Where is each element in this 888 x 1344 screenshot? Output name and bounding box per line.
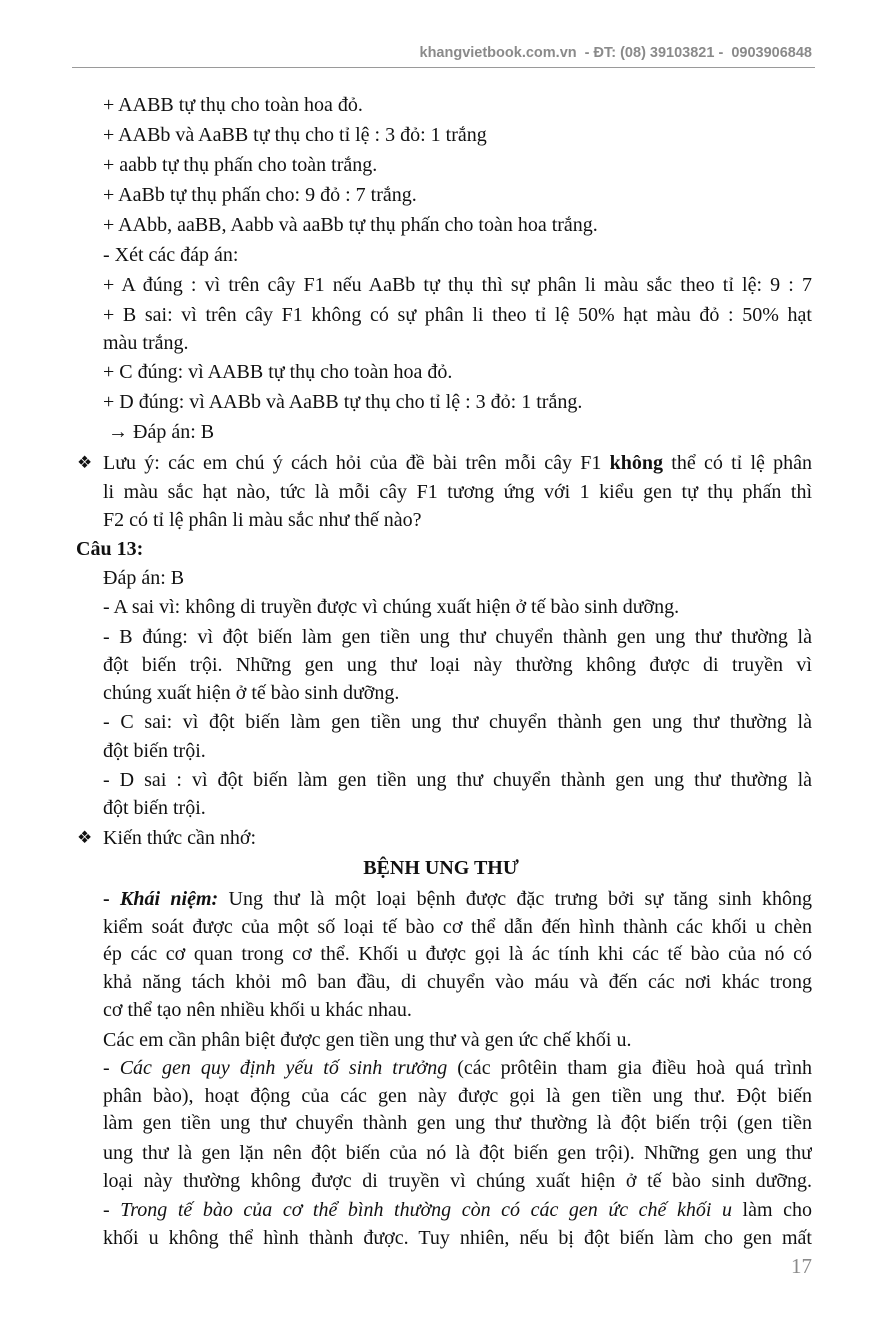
text-segment: + A đúng : vì trên cây F1 nếu AaBb tự thụ thì sự phân li màu sắc theo tỉ lệ: 9 : 7 <box>103 274 812 296</box>
text-segment: khả năng tách khỏi mô ban đầu, di chuyển vào máu và đến các nơi khác trong <box>103 971 812 993</box>
text-segment: loại này thường không được di truyền vì chúng xuất hiện ở tế bào sinh dưỡng. <box>103 1170 812 1192</box>
text-segment: đột biến trội. <box>103 797 206 819</box>
text-line <box>103 1026 632 1054</box>
text-line <box>103 478 812 506</box>
text-segment: + AAbb, aaBB, Aabb và aaBb tự thụ phấn cho toàn hoa trắng. <box>103 214 598 236</box>
text-segment: BỆNH UNG THƯ <box>363 857 519 879</box>
text-segment: + AABB tự thụ cho toàn hoa đỏ. <box>103 94 363 116</box>
text-line <box>103 1139 812 1167</box>
section-title <box>0 854 885 882</box>
text-line <box>103 708 812 736</box>
text-segment: đột biến trội. <box>103 740 206 762</box>
text-segment: - Xét các đáp án: <box>103 244 239 266</box>
text-line <box>103 885 812 913</box>
text-segment: cơ thể tạo nên nhiều khối u khác nhau. <box>103 999 412 1021</box>
text-segment: + AABb và AaBB tự thụ cho tỉ lệ : 3 đỏ: 1 trắng <box>103 124 487 146</box>
text-line <box>103 968 812 996</box>
text-line <box>103 564 184 592</box>
text-line <box>103 1082 812 1110</box>
text-line <box>103 940 812 968</box>
text-segment: - B đúng: vì đột biến làm gen tiền ung thư chuyển thành gen ung thư thường là <box>103 626 812 648</box>
text-segment: Các em cần phân biệt được gen tiền ung thư và gen ức chế khối u. <box>103 1029 632 1051</box>
text-line <box>108 418 214 446</box>
text-segment: → Đáp án: B <box>108 421 215 443</box>
text-line <box>103 506 422 534</box>
text-segment: - <box>103 1199 121 1221</box>
text-segment: li màu sắc hạt nào, tức là mỗi cây F1 tương ứng với 1 kiểu gen tự thụ phấn thì <box>103 481 812 503</box>
text-line <box>103 913 812 941</box>
header-divider <box>72 67 815 68</box>
text-line <box>103 358 452 386</box>
text-line <box>103 449 812 477</box>
question-heading <box>76 535 143 563</box>
page-number: 17 <box>791 1254 812 1278</box>
text-line <box>103 824 256 852</box>
diamond-bullet-icon: ❖ <box>77 828 93 847</box>
text-segment: làm cho <box>732 1199 812 1221</box>
text-line <box>103 593 679 621</box>
text-segment: - D sai : vì đột biến làm gen tiền ung thư chuyển thành gen ung thư thường là <box>103 769 812 791</box>
text-line <box>103 388 582 416</box>
text-segment: phân bào), hoạt động của các gen này được gọi là gen tiền ung thư. Đột biến <box>103 1085 812 1107</box>
text-segment: thể có tỉ lệ phân <box>663 452 812 474</box>
text-segment: Các gen quy định yếu tố sinh trưởng <box>119 1057 448 1079</box>
text-segment: + D đúng: vì AABb và AaBB tự thụ cho tỉ lệ : 3 đỏ: 1 trắng. <box>103 391 583 413</box>
diamond-bullet-icon: ❖ <box>77 453 93 472</box>
text-line <box>103 1196 812 1224</box>
text-segment: F2 có tỉ lệ phân li màu sắc như thế nào? <box>103 509 422 531</box>
text-segment: không <box>609 452 664 474</box>
text-segment: - A sai vì: không di truyền được vì chúng xuất hiện ở tế bào sinh dưỡng. <box>103 596 680 618</box>
text-segment: + AaBb tự thụ phấn cho: 9 đỏ : 7 trắng. <box>103 184 417 206</box>
text-segment: - <box>103 888 121 910</box>
text-line <box>103 241 238 269</box>
text-line <box>103 91 363 119</box>
text-segment: chúng xuất hiện ở tế bào sinh dưỡng. <box>103 682 400 704</box>
text-segment: làm gen tiền ung thư chuyển thành gen ung thư thường là đột biến trội (gen tiền <box>103 1112 812 1134</box>
text-segment: + B sai: vì trên cây F1 không có sự phân li theo tỉ lệ 50% hạt màu đỏ : 50% hạt <box>103 304 812 326</box>
text-segment: (các prôtêin tham gia điều hoà quá trình <box>447 1057 812 1079</box>
text-segment: ung thư là gen lặn nên đột biến của nó là đột biến gen trội). Những gen ung thư <box>103 1142 812 1164</box>
text-line <box>103 151 377 179</box>
text-line <box>103 211 598 239</box>
text-line <box>103 737 206 765</box>
text-line <box>103 794 206 822</box>
text-line <box>103 1224 812 1252</box>
text-segment: Lưu ý: các em chú ý cách hỏi của đề bài trên mỗi cây F1 <box>103 452 610 474</box>
text-segment: màu trắng. <box>103 332 189 354</box>
text-segment: Câu 13: <box>76 538 144 560</box>
text-line <box>103 996 412 1024</box>
text-line <box>103 301 812 329</box>
text-segment: + aabb tự thụ phấn cho toàn trắng. <box>103 154 378 176</box>
text-segment: - C sai: vì đột biến làm gen tiền ung thư chuyển thành gen ung thư thường là <box>103 711 812 733</box>
text-segment: Đáp án: B <box>103 567 185 589</box>
text-segment: ép các cơ quan trong cơ thể. Khối u được gọi là ác tính khi các tế bào của nó có <box>103 943 812 965</box>
text-segment: Khái niệm: <box>120 888 219 910</box>
text-segment: + C đúng: vì AABB tự thụ cho toàn hoa đỏ. <box>103 361 453 383</box>
text-line <box>103 329 189 357</box>
text-line <box>103 1167 812 1195</box>
text-line <box>103 271 812 299</box>
text-line <box>103 623 812 651</box>
text-line <box>103 121 487 149</box>
text-segment: Ung thư là một loại bệnh được đặc trưng bởi sự tăng sinh không <box>218 888 812 910</box>
text-segment: - <box>103 1057 120 1079</box>
text-line <box>103 1054 812 1082</box>
text-segment: đột biến trội. Những gen ung thư loại này thường không được di truyền vì <box>103 654 812 676</box>
text-segment: Trong tế bào của cơ thể bình thường còn có các gen ức chế khối u <box>120 1199 732 1221</box>
text-segment: Kiến thức cần nhớ: <box>103 827 257 849</box>
text-line <box>103 181 417 209</box>
text-line <box>103 766 812 794</box>
text-segment: khối u không thể hình thành được. Tuy nhiên, nếu bị đột biến làm cho gen mất <box>103 1227 812 1249</box>
text-line <box>103 651 812 679</box>
text-segment: kiểm soát được của một số loại tế bào cơ thể dẫn đến hình thành các khối u chèn <box>103 916 812 938</box>
page-header: khangvietbook.com.vn - ĐT: (08) 39103821 - 0903906848 <box>419 45 812 61</box>
text-line <box>103 679 399 707</box>
text-line <box>103 1109 812 1137</box>
